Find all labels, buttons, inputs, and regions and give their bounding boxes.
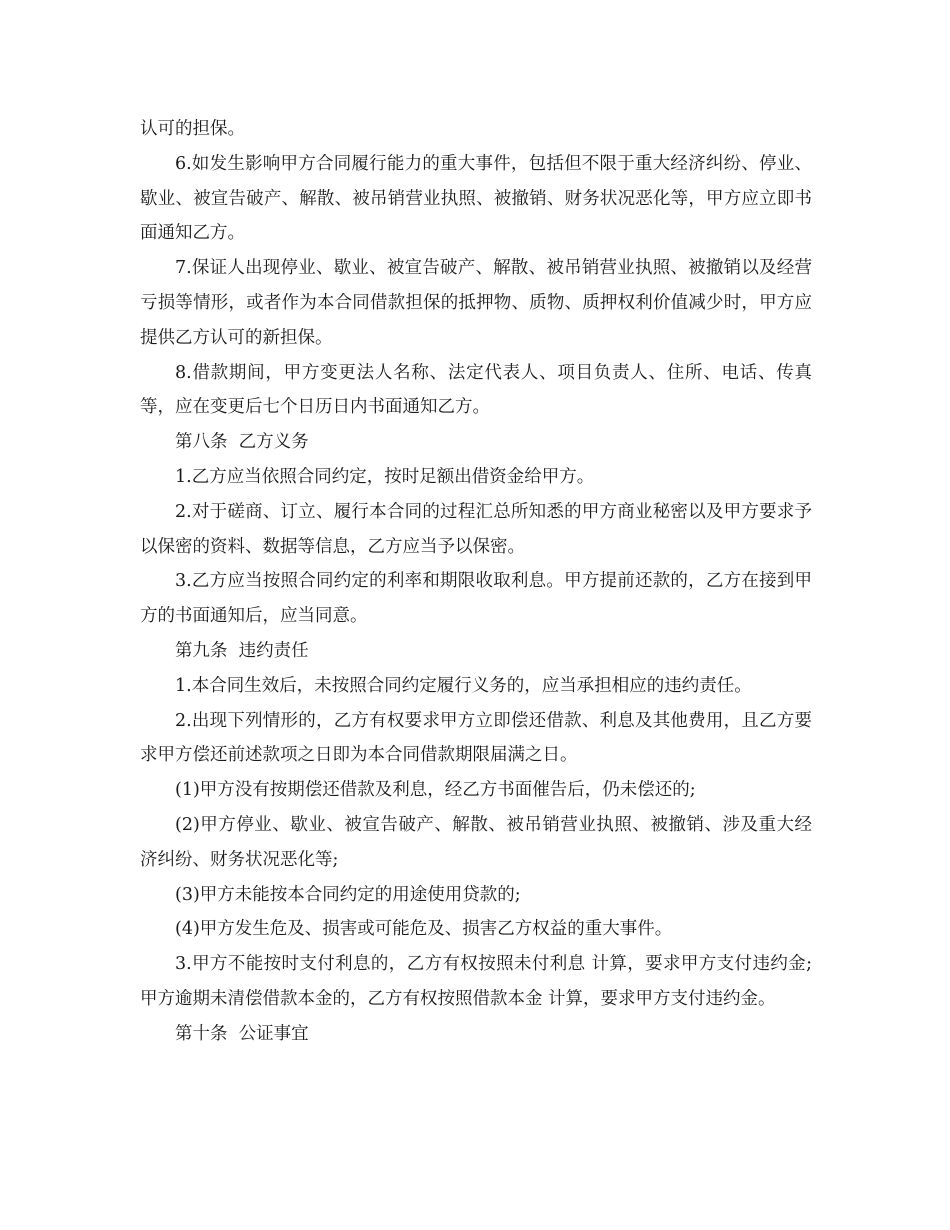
- paragraph: 2.对于磋商、订立、履行本合同的过程汇总所知悉的甲方商业秘密以及甲方要求予以保密的资料、数据等信息，乙方应当予以保密。: [140, 501, 812, 557]
- section-heading: 第十条 公证事宜: [175, 1023, 309, 1044]
- list-item: (4)甲方发生危及、损害或可能危及、损害乙方权益的重大事件。: [175, 919, 673, 940]
- list-item: (3)甲方未能按本合同约定的用途使用贷款的;: [175, 884, 521, 905]
- paragraph: 7.保证人出现停业、歇业、被宣告破产、解散、被吊销营业执照、被撤销以及经营亏损等情形，或者作为本合同借款担保的抵押物、质物、质押权利价值减少时，甲方应提供乙方认可的新担保。: [140, 258, 812, 348]
- list-item: (1)甲方没有按期偿还借款及利息，经乙方书面催告后，仍未偿还的;: [175, 780, 696, 801]
- paragraph: 6.如发生影响甲方合同履行能力的重大事件，包括但不限于重大经济纠纷、停业、歇业、被宣告破产、解散、被吊销营业执照、被撤销、财务状况恶化等，甲方应立即书面通知乙方。: [140, 153, 812, 244]
- paragraph: 1.本合同生效后，未按照合同约定履行义务的，应当承担相应的违约责任。: [175, 675, 752, 696]
- list-item: (2)甲方停业、歇业、被宣告破产、解散、被吊销营业执照、被撤销、涉及重大经济纠纷、财务状况恶化等;: [140, 814, 812, 870]
- paragraph: 1.乙方应当依照合同约定，按时足额出借资金给甲方。: [175, 466, 595, 487]
- paragraph: 认可的担保。: [140, 119, 245, 139]
- section-heading: 第九条 违约责任: [175, 640, 309, 661]
- paragraph: 3.乙方应当按照合同约定的利率和期限收取利息。甲方提前还款的，乙方在接到甲方的书面通知后，应当同意。: [140, 571, 812, 627]
- paragraph: 3.甲方不能按时支付利息的，乙方有权按照未付利息 计算，要求甲方支付违约金;甲方逾期未清偿借款本金的，乙方有权按照借款本金 计算，要求甲方支付违约金。: [140, 954, 812, 1009]
- document-body: [140, 112, 812, 1052]
- paragraph: 8.借款期间，甲方变更法人名称、法定代表人、项目负责人、住所、电话、传真等，应在变更后七个日历日内书面通知乙方。: [140, 362, 812, 418]
- paragraph: 2.出现下列情形的，乙方有权要求甲方立即偿还借款、利息及其他费用，且乙方要求甲方偿还前述款项之日即为本合同借款期限届满之日。: [140, 710, 812, 766]
- section-heading: 第八条 乙方义务: [175, 432, 309, 453]
